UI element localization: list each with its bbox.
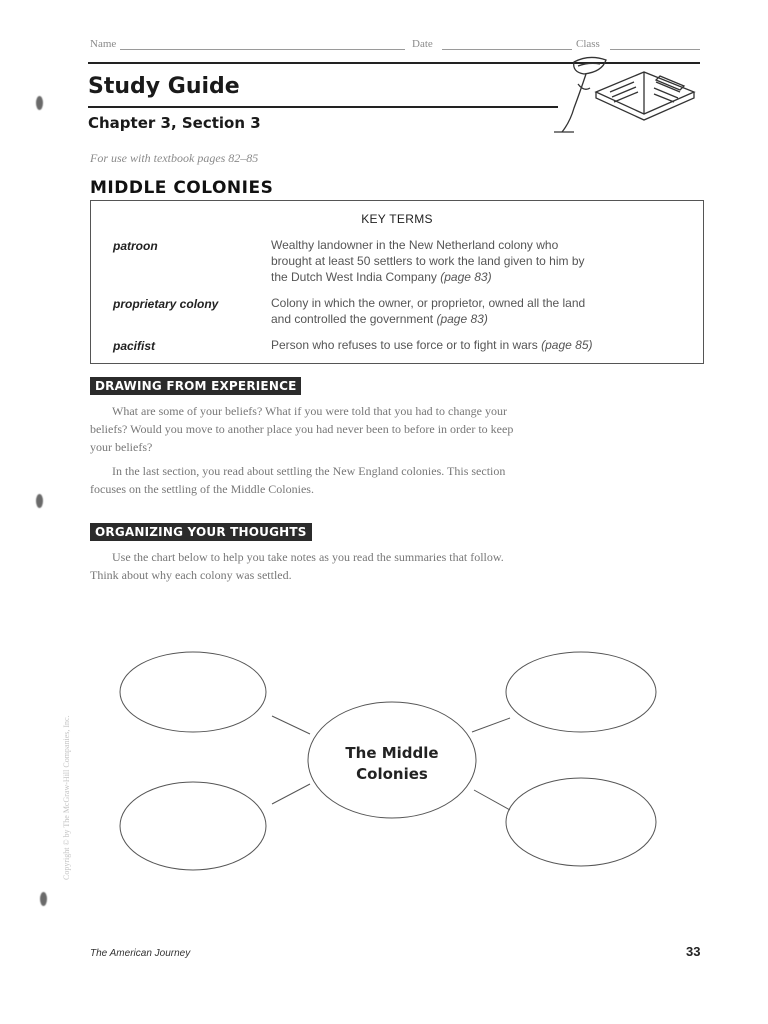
- class-label: Class: [576, 38, 600, 50]
- text-line: focuses on the settling of the Middle Colonies.: [90, 482, 314, 496]
- bottom-right-note-oval: [506, 778, 656, 866]
- punch-hole: [36, 494, 43, 508]
- connector-line: [272, 716, 310, 734]
- definition-text: Person who refuses to use force or to fight in wars: [271, 338, 538, 352]
- definition-patroon: [271, 237, 691, 285]
- text-line: beliefs? Would you move to another place you had never been to before in order to keep: [90, 422, 514, 436]
- key-terms-heading: KEY TERMS: [361, 212, 433, 226]
- page-reference: (page 85): [541, 338, 593, 352]
- definition-text: the Dutch West India Company: [271, 270, 437, 284]
- date-label: Date: [412, 38, 433, 50]
- name-line: [120, 49, 405, 50]
- date-line: [442, 49, 572, 50]
- term-pacifist: pacifist: [113, 339, 156, 353]
- bottom-left-note-oval: [120, 782, 266, 870]
- definition-line: [271, 337, 691, 353]
- organizing-your-thoughts-heading: ORGANIZING YOUR THOUGHTS: [90, 523, 312, 541]
- text-line: What are some of your beliefs? What if you were told that you had to change your: [112, 404, 507, 418]
- organizing-text: [90, 548, 702, 584]
- student-info-header: [90, 38, 700, 52]
- title-rule: [88, 106, 558, 108]
- punch-hole: [36, 96, 43, 110]
- definition-proprietary-colony: [271, 295, 691, 327]
- page-number: 33: [686, 944, 701, 959]
- class-line: [610, 49, 700, 50]
- concept-web-diagram: [100, 640, 700, 900]
- name-label: Name: [90, 38, 117, 50]
- chapter-subtitle: Chapter 3, Section 3: [88, 114, 261, 132]
- definition-line: [271, 269, 691, 285]
- key-terms-box: [90, 200, 704, 364]
- text-line: your beliefs?: [90, 440, 153, 454]
- page-title: Study Guide: [88, 74, 240, 99]
- copyright-side-note: Copyright © by The McGraw-Hill Companies, Inc.: [62, 715, 71, 880]
- text-line: Think about why each colony was settled.: [90, 568, 292, 582]
- textbook-pages: For use with textbook pages 82–85: [90, 151, 259, 165]
- term-patroon: patroon: [113, 239, 158, 253]
- text-line: Use the chart below to help you take notes as you read the summaries that follow.: [112, 550, 504, 564]
- text-line: In the last section, you read about settling the New England colonies. This section: [112, 464, 506, 478]
- page-reference: (page 83): [440, 270, 492, 284]
- top-left-note-oval: [120, 652, 266, 732]
- drawing-from-experience-text: [90, 402, 702, 498]
- page-reference: (page 83): [436, 312, 488, 326]
- punch-hole: [40, 892, 47, 906]
- definition-line: brought at least 50 settlers to work the land given to him by: [271, 254, 585, 268]
- connector-line: [272, 784, 310, 804]
- definition-text: and controlled the government: [271, 312, 434, 326]
- book-title-footer: The American Journey: [90, 948, 191, 959]
- drawing-from-experience-heading: DRAWING FROM EXPERIENCE: [90, 377, 301, 395]
- definition-line: Colony in which the owner, or proprietor, owned all the land: [271, 296, 586, 310]
- definition-line: [271, 311, 691, 327]
- connector-line: [474, 790, 510, 810]
- section-title: MIDDLE COLONIES: [90, 178, 274, 198]
- connector-line: [472, 718, 510, 732]
- center-label-line1: The Middle: [345, 744, 439, 762]
- definition-pacifist: [271, 337, 691, 353]
- term-proprietary-colony: proprietary colony: [113, 297, 219, 311]
- center-label-line2: Colonies: [356, 765, 428, 783]
- definition-line: Wealthy landowner in the New Netherland colony who: [271, 238, 559, 252]
- top-right-note-oval: [506, 652, 656, 732]
- book-lamp-illustration: [544, 52, 704, 142]
